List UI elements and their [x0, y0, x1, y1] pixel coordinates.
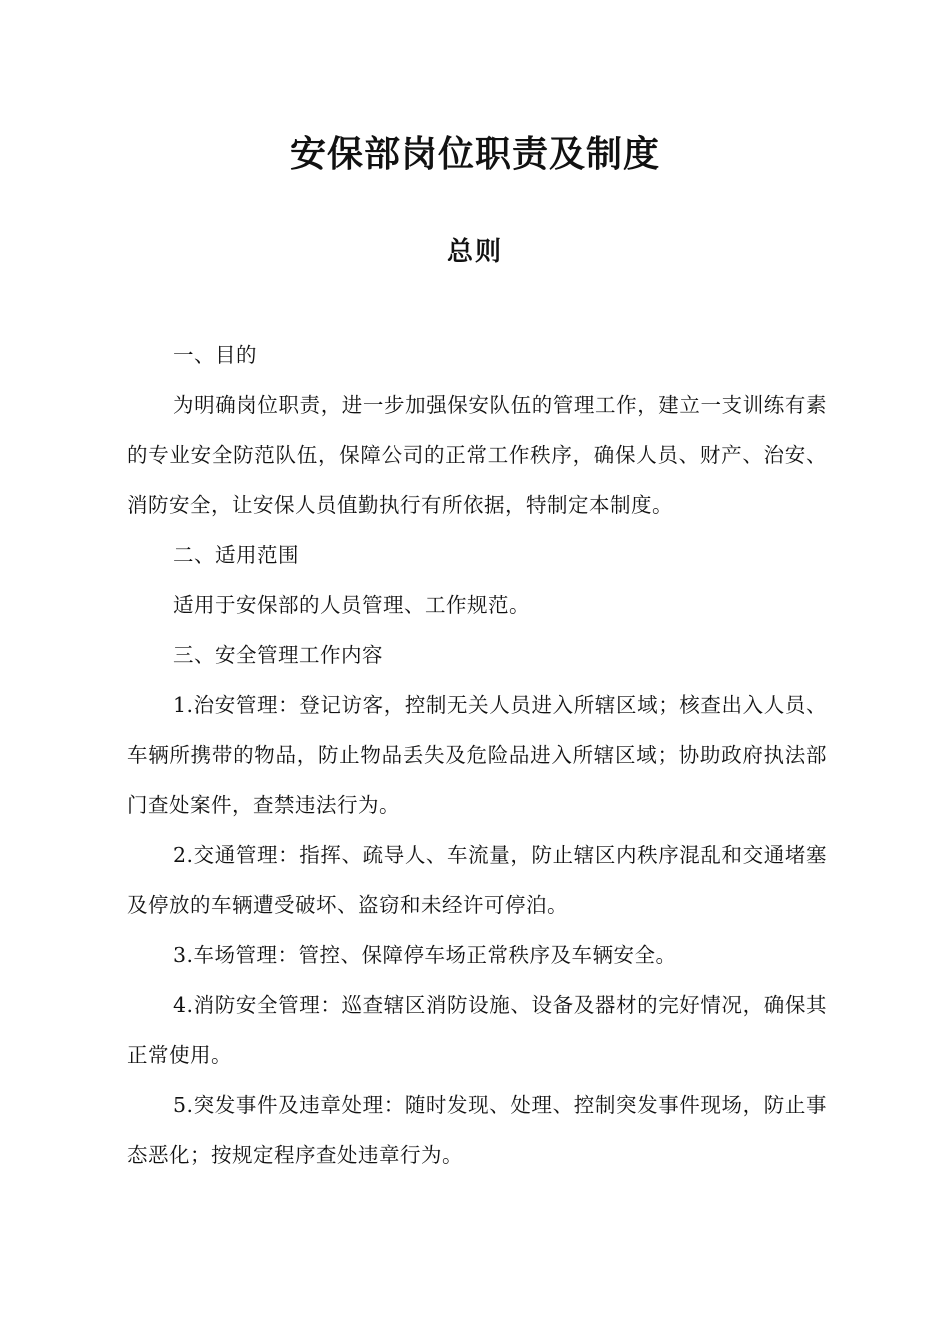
item-fire-safety: 4.消防安全管理：巡查辖区消防设施、设备及器材的完好情况，确保其正常使用。	[127, 993, 827, 1067]
heading-purpose: 一、目的	[173, 343, 257, 367]
item-parking: 3.车场管理：管控、保障停车场正常秩序及车辆安全。	[173, 943, 677, 967]
heading-content: 三、安全管理工作内容	[173, 643, 383, 667]
heading-scope: 二、适用范围	[173, 543, 299, 567]
section-title: 总则	[446, 237, 503, 267]
paragraph-scope: 适用于安保部的人员管理、工作规范。	[173, 593, 530, 617]
item-traffic: 2.交通管理：指挥、疏导人、车流量，防止辖区内秩序混乱和交通堵塞及停放的车辆遭受破坏、盗窃和未经许可停泊。	[127, 843, 827, 917]
document-title: 安保部岗位职责及制度	[289, 133, 660, 175]
paragraph-purpose: 为明确岗位职责，进一步加强保安队伍的管理工作，建立一支训练有素的专业安全防范队伍，保障公司的正常工作秩序，确保人员、财产、治安、消防安全，让安保人员值勤执行有所依据，特制定本制度。	[127, 393, 827, 517]
item-emergency: 5.突发事件及违章处理：随时发现、处理、控制突发事件现场，防止事态恶化；按规定程序查处违章行为。	[127, 1093, 827, 1167]
item-public-security: 1.治安管理：登记访客，控制无关人员进入所辖区域；核查出入人员、车辆所携带的物品，防止物品丢失及危险品进入所辖区域；协助政府执法部门查处案件，查禁违法行为。	[127, 693, 827, 817]
document-body	[127, 330, 827, 1180]
